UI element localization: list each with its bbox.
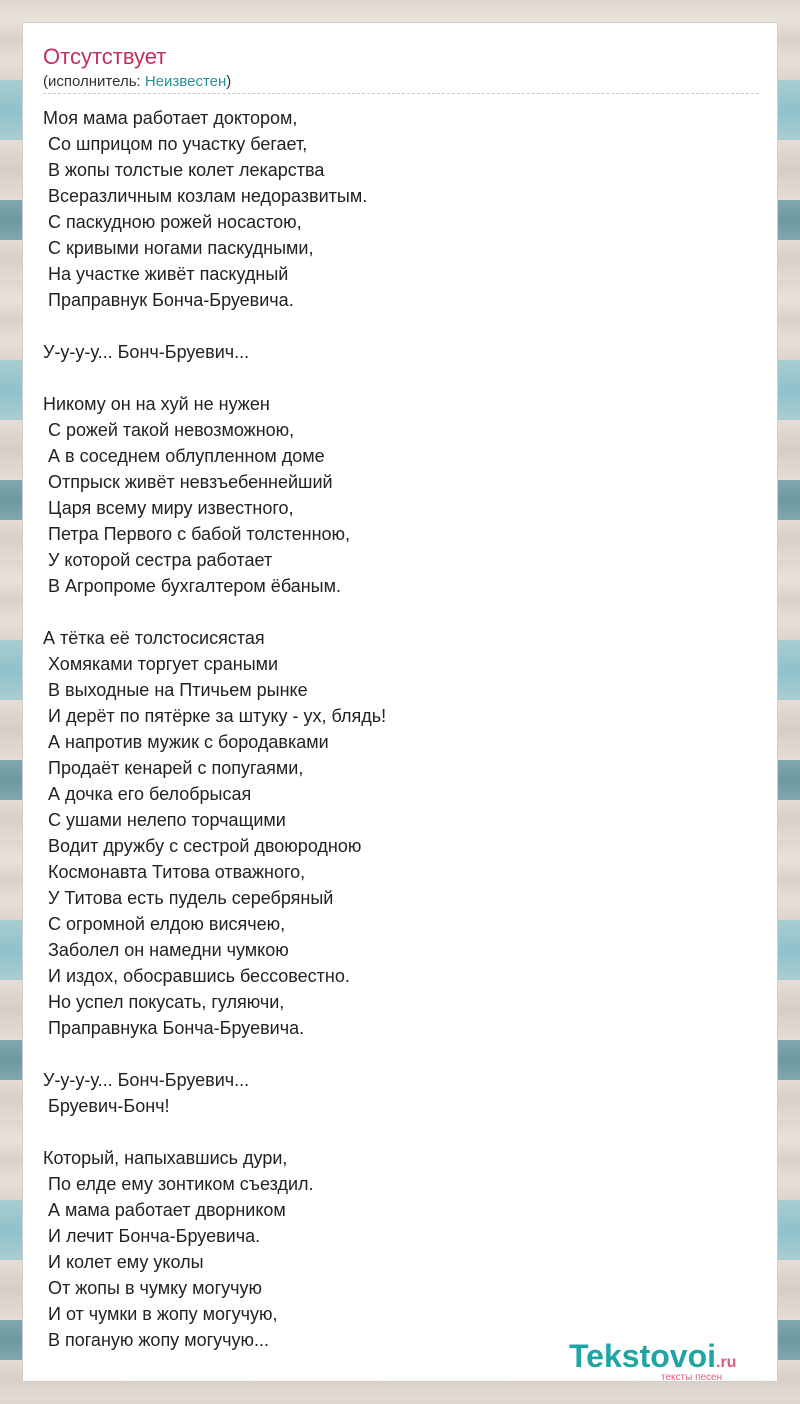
lyric-line: По елде ему зонтиком съездил. xyxy=(43,1174,314,1194)
lyric-line: И лечит Бонча-Бруевича. xyxy=(43,1226,261,1246)
lyric-line: И издох, обосравшись бессовестно. xyxy=(43,966,350,986)
lyric-line: У-у-у-у... Бонч-Бруевич... xyxy=(43,342,250,362)
lyrics-text xyxy=(43,105,759,1353)
site-logo[interactable] xyxy=(569,1338,779,1382)
lyric-line: У Титова есть пудель серебряный xyxy=(43,888,334,908)
logo-wordmark xyxy=(569,1338,736,1375)
lyric-line: И колет ему уколы xyxy=(43,1252,204,1272)
artist-link[interactable]: Неизвестен xyxy=(144,73,227,90)
lyric-line xyxy=(43,1041,759,1067)
lyric-line: С огромной елдою висячею, xyxy=(43,914,286,934)
lyric-line: От жопы в чумку могучую xyxy=(43,1278,263,1298)
lyric-line: У которой сестра работает xyxy=(43,550,273,570)
lyric-line: А в соседнем облупленном доме xyxy=(43,446,325,466)
artist-line xyxy=(43,73,231,90)
song-title: Отсутствует xyxy=(43,44,167,69)
lyric-line xyxy=(43,599,759,625)
lyrics-card xyxy=(22,22,778,1382)
lyric-line: В выходные на Птичьем рынке xyxy=(43,680,308,700)
lyric-line: Но успел покусать, гуляючи, xyxy=(43,992,285,1012)
logo-tld: .ru xyxy=(716,1354,737,1371)
lyric-line xyxy=(43,1119,759,1145)
artist-prefix: (исполнитель: xyxy=(43,73,145,90)
lyric-line: И дерёт по пятёрке за штуку - ух, блядь! xyxy=(43,706,387,726)
lyric-line: На участке живёт паскудный xyxy=(43,264,289,284)
lyric-line: Отпрыск живёт невзъебеннейший xyxy=(43,472,333,492)
lyric-line: Всеразличным козлам недоразвитым. xyxy=(43,186,368,206)
lyric-line: А напротив мужик с бородавками xyxy=(43,732,329,752)
lyric-line: А дочка его белобрысая xyxy=(43,784,252,804)
lyric-line: Праправнук Бонча-Бруевича. xyxy=(43,290,294,310)
lyric-line xyxy=(43,365,759,391)
lyric-line: А мама работает дворником xyxy=(43,1200,286,1220)
lyric-line xyxy=(43,313,759,339)
lyric-line: В поганую жопу могучую... xyxy=(43,1330,270,1350)
title-divider xyxy=(43,93,759,94)
logo-subtitle: тексты песен xyxy=(661,1372,723,1383)
artist-suffix: ) xyxy=(226,73,232,90)
lyric-line: С кривыми ногами паскудными, xyxy=(43,238,314,258)
lyric-line: В жопы толстые колет лекарства xyxy=(43,160,325,180)
logo-main-text: Tekstovoi xyxy=(569,1338,716,1374)
lyric-line: С паскудною рожей носастою, xyxy=(43,212,302,232)
lyric-line: Бруевич-Бонч! xyxy=(43,1096,170,1116)
lyric-line: А тётка её толстосисястая xyxy=(43,628,265,648)
lyric-line: Петра Первого с бабой толстенною, xyxy=(43,524,351,544)
lyric-line: Продаёт кенарей с попугаями, xyxy=(43,758,304,778)
lyric-line: Водит дружбу с сестрой двоюродною xyxy=(43,836,362,856)
lyric-line: Никому он на хуй не нужен xyxy=(43,394,270,414)
lyric-line: Праправнука Бонча-Бруевича. xyxy=(43,1018,305,1038)
lyric-line: Царя всему миру известного, xyxy=(43,498,294,518)
lyric-line: С ушами нелепо торчащими xyxy=(43,810,286,830)
lyric-line: С рожей такой невозможною, xyxy=(43,420,295,440)
lyric-line: Моя мама работает доктором, xyxy=(43,108,298,128)
lyric-line: Космонавта Титова отважного, xyxy=(43,862,306,882)
lyric-line: У-у-у-у... Бонч-Бруевич... xyxy=(43,1070,250,1090)
lyric-line: И от чумки в жопу могучую, xyxy=(43,1304,278,1324)
lyric-line: В Агропроме бухгалтером ёбаным. xyxy=(43,576,341,596)
lyric-line: Который, напыхавшись дури, xyxy=(43,1148,288,1168)
lyric-line: Со шприцом по участку бегает, xyxy=(43,134,308,154)
lyric-line: Заболел он намедни чумкою xyxy=(43,940,289,960)
lyric-line: Хомяками торгует сраными xyxy=(43,654,279,674)
